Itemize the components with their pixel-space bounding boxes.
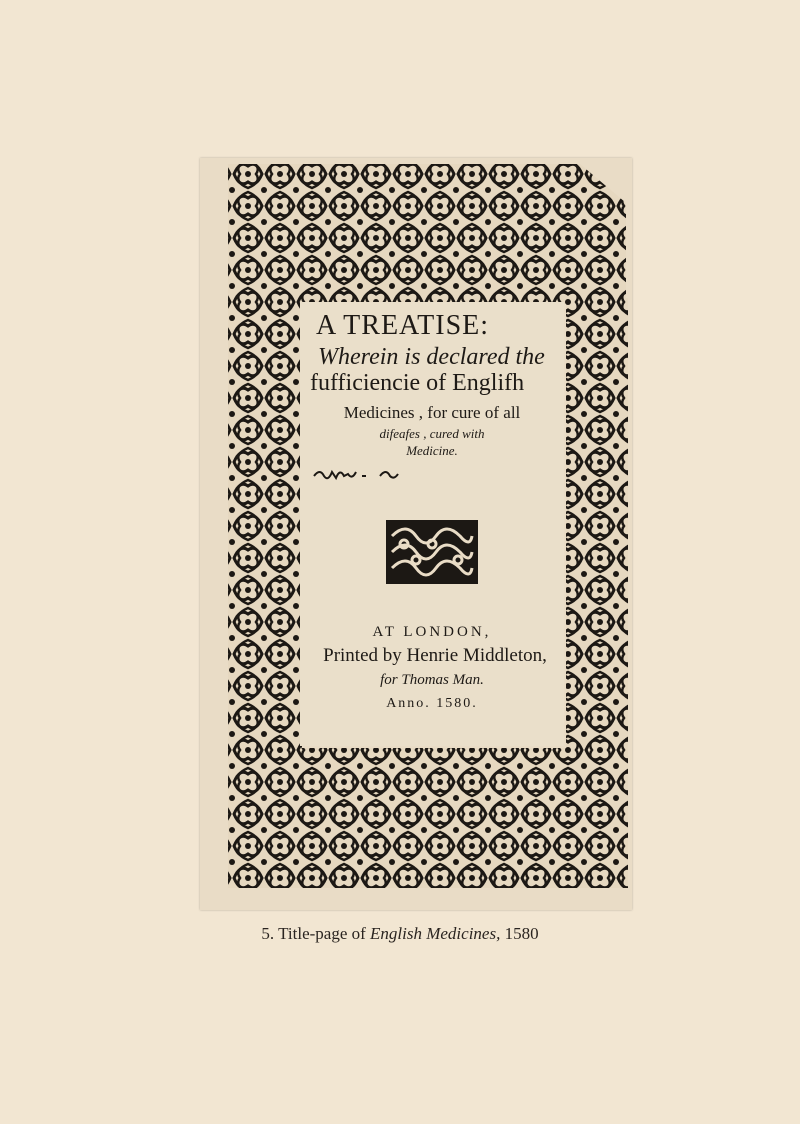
title-heading: A TREATISE: (316, 310, 490, 341)
imprint-printer: Printed by Henrie Middleton, (323, 645, 547, 666)
subtitle-line-3: Medicines , for cure of all (343, 403, 521, 422)
subtitle-line-4: difeafes , cured with (379, 426, 485, 441)
imprint-publisher: for Thomas Man. (380, 672, 484, 688)
caption-work: English Medicines, (370, 924, 501, 943)
subtitle-line-2: fufficiencie of Englifh (310, 370, 525, 396)
title-page-plate (200, 158, 632, 910)
subtitle-line-5: Medicine. (406, 443, 458, 458)
handwritten-signature (310, 464, 420, 484)
printers-ornament (386, 520, 478, 584)
caption-number: 5. (261, 924, 275, 943)
figure-caption (0, 924, 800, 944)
caption-year: 1580 (504, 924, 539, 943)
caption-text: Title-page of (278, 924, 366, 943)
imprint-year: Anno. 1580. (386, 696, 478, 711)
imprint-place: AT LONDON, (372, 624, 492, 640)
subtitle-line-1: Wherein is declared the (318, 344, 545, 370)
